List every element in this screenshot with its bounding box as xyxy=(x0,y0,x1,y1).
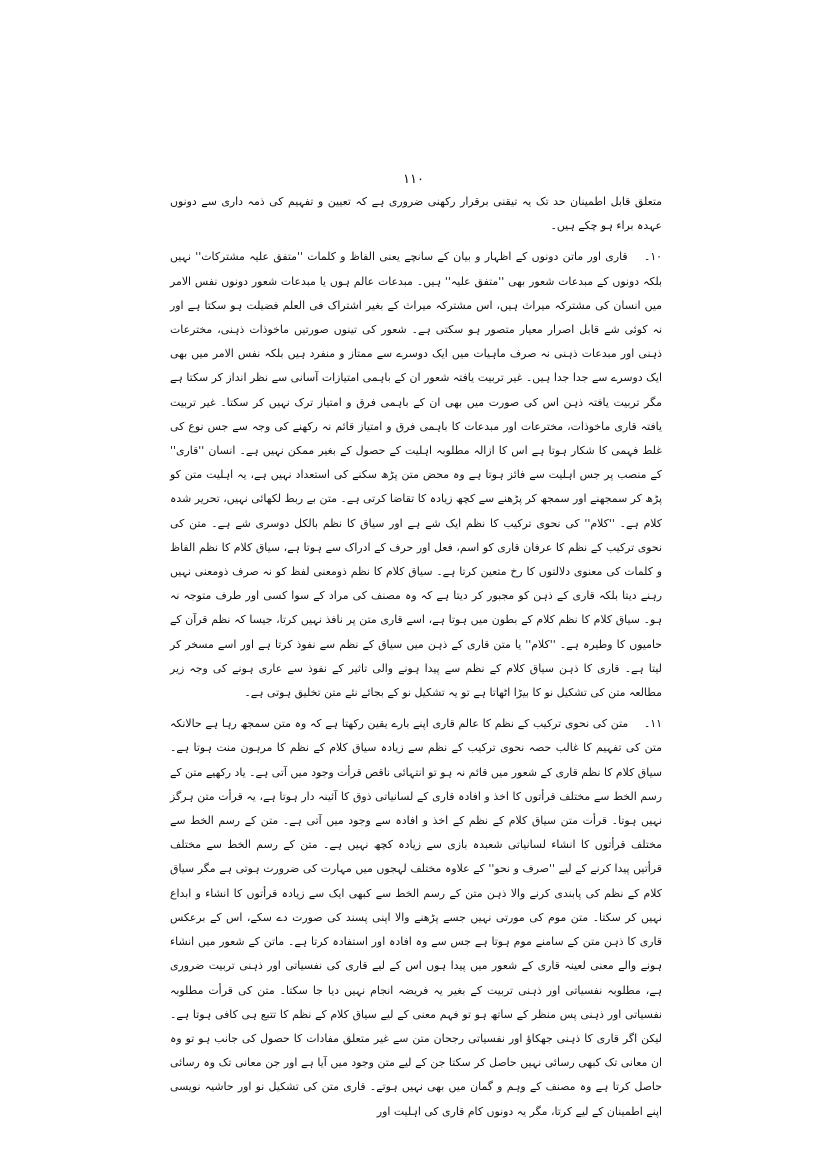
body-text xyxy=(170,190,662,1131)
paragraph-11 xyxy=(170,712,662,1123)
paragraph-number: ۱۱۔ xyxy=(643,717,662,731)
paragraph-number: ۱۰۔ xyxy=(643,250,663,264)
paragraph-intro xyxy=(170,190,662,238)
paragraph-10 xyxy=(170,245,662,705)
paragraph-text: قاری اور ماتن دونوں کے اظہار و بیان کے سانچے یعنی الفاظ و کلمات ''متفق علیہ مشترکات'' نہیں بلکہ دونوں کے مبدعات شعور بھی ''متفق علیہ'' ہیں۔ مبدعات عالم ہوں یا مبدعات شعور دونوں نفس الامر میں انسان کی مشترکہ میراث ہیں، اس مشترکہ میراث کے بغیر اشتراک فی العلم فضیلت ہو سکتا ہے اور نہ کوئی شے قابل اصرار معیار متصور ہو سکتی ہے۔ شعور کی تینوں صورتیں ماخوذات ذہنی، مخترعات ذہنی اور مبدعات ذہنی نہ صرف ماہیات میں ایک دوسرے سے ممتاز و منفرد ہیں بلکہ نفس الامر میں بھی ایک دوسرے سے جدا جدا ہیں۔ غیر تربیت یافتہ شعور ان کے باہمی امتیازات آسانی سے نظر انداز کر سکتا ہے مگر تربیت یافتہ ذہن اس کی صورت میں بھی ان کے باہمی فرق و امتیاز ترک نہیں کر سکتا۔ غیر تربیت یافتہ قاری ماخوذات، مخترعات اور مبدعات کا باہمی فرق و امتیاز قائم نہ رکھنے کی وجہ سے جس نوع کی غلط فہمی کا شکار ہوتا ہے اس کا ازالہ مطلوبہ اہلیت کے حصول کے بغیر ممکن نہیں ہے۔ انسان ''قاری'' کے منصب پر جس اہلیت سے فائز ہوتا ہے وہ محض متن پڑھ سکنے کی استعداد نہیں ہے، یہ اہلیت متن کو پڑھ کر سمجھنے اور سمجھ کر پڑھنے سے کچھ زیادہ کا تقاضا کرتی ہے۔ متن بے ربط لکھائی نہیں، تحریر شدہ کلام ہے۔ ''کلام'' کی نحوی ترکیب کا نظم ایک شے ہے اور سیاق کا نظم بالکل دوسری شے ہے۔ متن کی نحوی ترکیب کے نظم کا عرفان قاری کو اسم، فعل اور حرف کے ادراک سے ہوتا ہے، سیاق کلام کا نظم الفاظ و کلمات کی معنوی دلالتوں کا رخ متعین کرتا ہے۔ سیاق کلام کا نظم ذومعنی لفظ کو نہ صرف ذومعنی نہیں رہنے دیتا بلکہ قاری کے ذہن کو مجبور کر دیتا ہے کہ وہ مصنف کی مراد کے سوا کسی اور طرف متوجہ نہ ہو۔ سیاق کلام کا نظم کلام کے بطون میں ہوتا ہے، اسے قاری متن پر نافذ نہیں کرتا، جیسا کہ نظم قرآن کے حامیوں کا وطیرہ ہے۔ ''کلام'' یا متن قاری کے ذہن میں سیاق کے نظم سے نفوذ کرتا ہے اور اسے مسخر کر لیتا ہے۔ قاری کا ذہن سیاق کلام کے نظم سے پیدا ہونے والی تاثیر کے نفوذ سے عاری ہونے کی وجہ زیر مطالعہ متن کی تشکیل نو کا بیڑا اٹھاتا ہے تو یہ تشکیل نو کے بجائے نئے متن تخلیق ہوتی ہے۔ xyxy=(170,250,662,700)
paragraph-text: متعلق قابل اطمینان حد تک یہ تیقنی برقرار رکھنی ضروری ہے کہ تعیین و تفہیم کی ذمہ داری سے دونوں عہدہ براء ہو چکے ہیں۔ xyxy=(170,195,662,233)
paragraph-text: متن کی نحوی ترکیب کے نظم کا عالم قاری اپنے بارے یقین رکھتا ہے کہ وہ متن سمجھ رہا ہے حالانکہ متن کی تفہیم کا غالب حصہ نحوی ترکیب کے نظم سے زیادہ سیاق کلام کے نظم کا مرہون منت ہوتا ہے۔ سیاق کلام کا نظم قاری کے شعور میں قائم نہ ہو تو انتہائی ناقص قرأت وجود میں آتی ہے۔ یاد رکھیے متن کے رسم الخط سے مختلف قرأتوں کا اخذ و افادہ قاری کے لسانیاتی ذوق کا آئینہ دار ہوتا ہے، یہ قرأت متن ہرگز نہیں ہوتا۔ قرأت متن سیاق کلام کے نظم کے اخذ و افادہ سے وجود میں آتی ہے۔ متن کے رسم الخط سے مختلف قرأتوں کا انشاء لسانیاتی شعبدہ بازی سے زیادہ کچھ نہیں ہے۔ متن کے رسم الخط سے مختلف قرأتیں پیدا کرنے کے لیے ''صرف و نحو'' کے علاوہ مختلف لہجوں میں مہارت کی ضرورت ہوتی ہے مگر سیاق کلام کے نظم کی پابندی کرنے والا ذہن متن کے رسم الخط سے کبھی ایک سے زیادہ قرأتوں کا انشاء و ابداع نہیں کر سکتا۔ متن موم کی مورتی نہیں جسے پڑھنے والا اپنی پسند کی صورت دے سکے، اس کے برعکس قاری کا ذہن متن کے سامنے موم ہوتا ہے جس سے وہ افادہ اور استفادہ کرتا ہے۔ ماتن کے شعور میں انشاء ہونے والے معنی لعینہ قاری کے شعور میں پیدا ہوں اس کے لیے قاری کی نفسیاتی اور ذہنی تربیت ضروری ہے، مطلوبہ نفسیاتی اور ذہنی تربیت کے بغیر یہ فریضہ انجام نہیں دیا جا سکتا۔ متن کی قرأت مطلوبہ نفسیاتی اور ذہنی پس منظر کے ساتھ ہو تو فہم معنی کے لیے سیاق کلام کے نظم کا تتبع ہی کافی ہوتا ہے۔ لیکن اگر قاری کا ذہنی جھکاؤ اور نفسیاتی رجحان متن سے غیر متعلق مفادات کا حصول کی جانب ہو تو وہ ان معانی تک کبھی رسائی نہیں حاصل کر سکتا جن کے لیے متن وجود میں آیا ہے اور جن معانی تک وہ رسائی حاصل کرتا ہے وہ مصنف کے وہم و گمان میں بھی نہیں ہوتے۔ قاری متن کی تشکیل نو اور حاشیہ نویسی اپنے اطمینان کے لیے کرتا، مگر یہ دونوں کام قاری کی اہلیت اور xyxy=(170,717,662,1118)
page-number: ۱۱۰ xyxy=(403,172,424,187)
